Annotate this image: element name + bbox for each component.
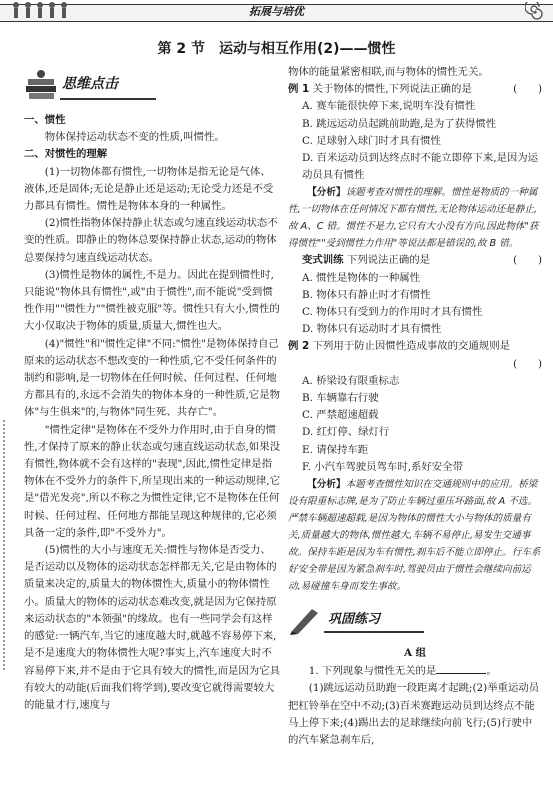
page-header	[0, 0, 553, 26]
option: D. 物体只有运动时才具有惯性	[302, 323, 442, 336]
paragraph: 物体的能量紧密相联,而与物体的惯性无关。	[288, 66, 489, 78]
group-label: A 组	[403, 647, 427, 660]
question-text: 1. 下列现象与惯性无关的是	[308, 665, 437, 678]
paragraph: (3)惯性是物体的属性,不是力。因此在提到惯性时,只能说"物体具有惯性",或"由于惯性",而不能说"受到惯性作用""惯性力""惯性被克服"等。惯性只有大小,惯性的大小仅取决于物体的质量,质量大,惯性也大。	[24, 268, 280, 333]
question-text: 下列用于防止因惯性造成事故的交通规则是	[312, 340, 510, 353]
question-1	[288, 662, 542, 680]
thinking-banner	[24, 64, 280, 108]
banner-underline	[324, 631, 424, 633]
left-column	[24, 64, 280, 714]
example-1-question	[288, 81, 542, 98]
paragraph: (4)"惯性"和"惯性定律"不同:"惯性"是物体保持自己原来的运动状态不想改变的一种性质,它不受任何条件的制约和影响,是一切物体在任何时候、任何过程、任何地方都具有的,永远不会消失的物体本身的一种性质,它是物体"与生俱来"的,与物体"同生死、共存亡"。	[24, 337, 280, 419]
analysis-text: 该题考查对惯性的理解。惯性是物质的一种属性,一切物体在任何情况下都有惯性,无论物体运动还是静止,故 A、C 错。惯性不是力,它只有大小没有方向,因此物体"获得惯性""受到惯性力作用"等说法都是错误的,故 B 错。	[288, 187, 539, 250]
analysis	[288, 476, 542, 595]
analysis-tag: 【分析】	[307, 187, 346, 199]
option: F. 小汽车驾驶员驾车时,系好安全带	[302, 460, 463, 473]
option: B. 物体只有静止时才有惯性	[302, 288, 431, 301]
paragraph: (2)惯性指物体保持静止状态或匀速直线运动状态不变的性质。即静止的物体总要保持静止状态,运动的物体总要保持匀速直线运动状态。	[24, 217, 278, 264]
answer-paren: ( )	[513, 254, 542, 267]
option: C. 足球射入球门时才具有惯性	[302, 134, 441, 147]
analysis-text: 本题考查惯性知识在交通规则中的应用。桥梁设有限重标志牌,是为了防止车辆过重压坏路面,故 A 不选。严禁车辆超速超载,是因为物体的惯性大小与物体的质量有关,质量越大的物体,惯性越大,车辆不易停止,易发生交通事故。保持车距是因为车有惯性,刹车后不能立即停止。行车系好安全带是因为紧急刹车时,驾驶员由于惯性会继续向前运动,易碰撞车身而发生事故。	[288, 479, 541, 593]
pen-icon	[288, 603, 322, 635]
option: A. 惯性是物体的一种属性	[302, 271, 421, 284]
paragraph: "惯性定律"是物体在不受外力作用时,由于自身的惯性,才保持了原来的静止状态或匀速直线运动状态,如果没有惯性,物体就不会有这样的"表现",因此,惯性定律是指物体在不受外力的条件下,所呈现出来的一种运动规律,它是"借光发亮",所以不称之为惯性定律,它不是物体在任何时候、任何过程、任何地方都能呈现这种规律的,它必须具备一定的条件,即"不受外力"。	[24, 423, 280, 539]
margin-dots	[3, 420, 7, 670]
subheading-understanding: 二、对惯性的理解	[24, 148, 108, 161]
option: D. 百米运动员到达终点时不能立即停下来,是因为运动员具有惯性	[302, 152, 539, 182]
option: B. 跳远运动员起跳前助跑,是为了获得惯性	[302, 117, 497, 130]
question-1-body: (1)跳远运动员助跑一段距离才起跳;(2)举重运动员把杠铃举在空中不动;(3)百米赛跑运动员到达终点不能马上停下来;(4)踢出去的足球继续向前飞行;(5)行驶中的汽车紧急刹车后,	[288, 682, 540, 747]
option: C. 严禁超速超载	[302, 409, 379, 422]
question-text: 下列说法正确的是	[346, 254, 430, 267]
analysis-tag: 【分析】	[307, 479, 346, 491]
header-title: 拓展与培优	[249, 5, 304, 18]
option: D. 红灯停、绿灯行	[302, 426, 390, 439]
people-decoration-icon	[8, 0, 78, 24]
answer-paren: ( )	[513, 357, 542, 370]
example-label: 例 2	[288, 340, 310, 353]
question-text: 关于物体的惯性,下列说法正确的是	[312, 83, 472, 96]
books-apple-icon	[24, 68, 58, 102]
train-label: 变式训练	[302, 254, 344, 267]
section-title: 第 2 节 运动与相互作用(2)——惯性	[157, 41, 396, 57]
subheading-inertia: 一、惯性	[24, 114, 66, 126]
answer-paren: ( )	[513, 83, 542, 96]
question-period: 。	[486, 665, 497, 678]
option: A. 桥梁设有限重标志	[302, 374, 400, 387]
banner-underline	[60, 98, 156, 100]
example-label: 例 1	[288, 83, 310, 96]
paragraph: (1)一切物体都有惯性,一切物体是指无论是气体、液体,还是固体;无论是静止还是运动;无论受力还是不受力都具有惯性。惯性是物体本身的一种属性。	[24, 165, 274, 213]
option: A. 赛车能很快停下来,说明车没有惯性	[302, 100, 476, 113]
swirl-decoration-icon	[525, 2, 545, 22]
right-column	[288, 64, 542, 749]
train-question	[288, 252, 542, 269]
banner-title: 巩固练习	[328, 612, 381, 628]
option: E. 请保持车距	[302, 443, 369, 456]
paragraph: 物体保持运动状态不变的性质,叫惯性。	[44, 131, 225, 144]
answer-blank[interactable]	[436, 662, 486, 674]
banner-title: 思维点击	[62, 76, 118, 92]
analysis	[288, 184, 542, 252]
option: C. 物体只有受到力的作用时才具有惯性	[302, 306, 483, 319]
practice-banner	[288, 601, 542, 641]
example-2-question	[288, 338, 542, 355]
option: B. 车辆靠右行驶	[302, 392, 379, 405]
paragraph: (5)惯性的大小与速度无关:惯性与物体是否受力、是否运动以及物体的运动状态怎样都无关,它是由物体的质量来决定的,质量大的物体惯性大,质量小的物体惯性小。质量大的物体的运动状态难改变,就是因为它保持原来运动状态的"本领强"的缘故。也有一些同学会有这样的感觉:一辆汽车,当它的速度越大时,就越不容易停下来,是不是速度大的物体惯性大呢?事实上,汽车速度大时不容易停下来,并不是由于它具有较大的惯性,而是因为它具有较大的动能(后面我们将学到),要改变它就得需要较大的能量才行,速度与	[24, 544, 280, 711]
